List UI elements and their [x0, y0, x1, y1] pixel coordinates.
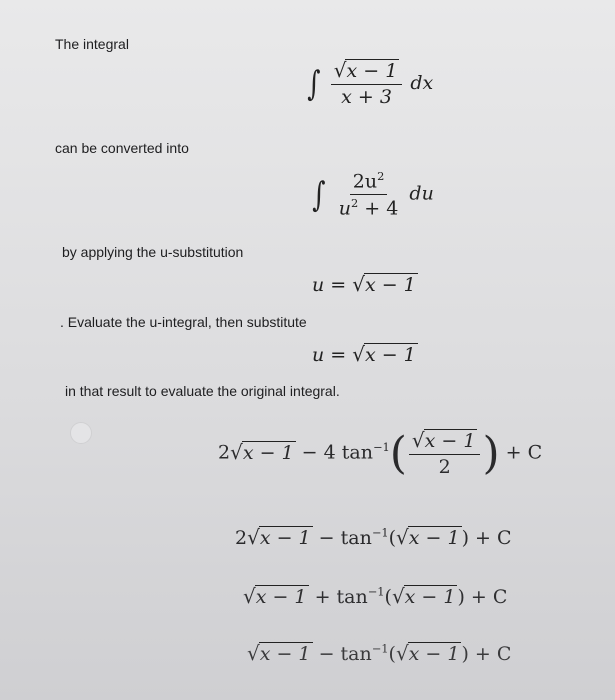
integral-expression-2 — [310, 170, 434, 219]
choice-1-fraction: $\frac{√x - 1}{2}$ — [409, 430, 481, 478]
substitution-label: by applying the u-substitution — [62, 244, 244, 260]
fraction-1-denominator: x + 3 — [341, 85, 392, 108]
choice-2-sqrt: √x − 1 — [247, 525, 311, 549]
fraction-2: $\frac{2u^2}{u^2 + 4}$ — [338, 169, 399, 220]
choice-radio-1[interactable] — [70, 422, 92, 444]
answer-choice-4[interactable]: $√x - 1 - \tan^{-1}(√x - 1$ ) + C — [247, 641, 512, 665]
differential-du: du — [409, 182, 434, 205]
substitution-equation-2: u = √x − 1 — [312, 342, 416, 366]
fraction-1 — [331, 60, 403, 108]
choice-4-sqrt: √x − 1 — [247, 641, 311, 665]
choice-1-sqrt: √x − 1 — [230, 439, 294, 464]
answer-choice-2[interactable]: $2√x - 1 - \tan^{-1}(√x - 1$ ) + C — [235, 525, 512, 549]
sqrt-sub-2: √x − 1 — [352, 342, 416, 366]
answer-choice-3[interactable]: $√x - 1 + \tan^{-1}(√x - 1$ ) + C — [243, 584, 508, 608]
final-label: in that result to evaluate the original integral. — [65, 383, 340, 399]
choice-3-sqrt: √x − 1 — [243, 584, 307, 608]
sqrt-sub-1: √x − 1 — [352, 272, 416, 296]
sqrt-1: √x − 1 — [333, 58, 398, 82]
integral-expression-1 — [305, 60, 433, 108]
converted-label: can be converted into — [55, 140, 189, 156]
substitution-equation-1: u = √x − 1 — [312, 272, 416, 296]
integral-sign: ∫ — [312, 174, 326, 215]
integral-sign: ∫ — [307, 63, 321, 104]
intro-text: The integral — [55, 36, 129, 52]
answer-choice-1[interactable]: 2√x − 1 − 4 $\tan^{-1}$( $\frac{√x - 1}{2}$ ) + C — [218, 427, 543, 479]
evaluate-label: . Evaluate the u-integral, then substitute — [60, 314, 307, 330]
differential-dx: dx — [410, 71, 434, 94]
